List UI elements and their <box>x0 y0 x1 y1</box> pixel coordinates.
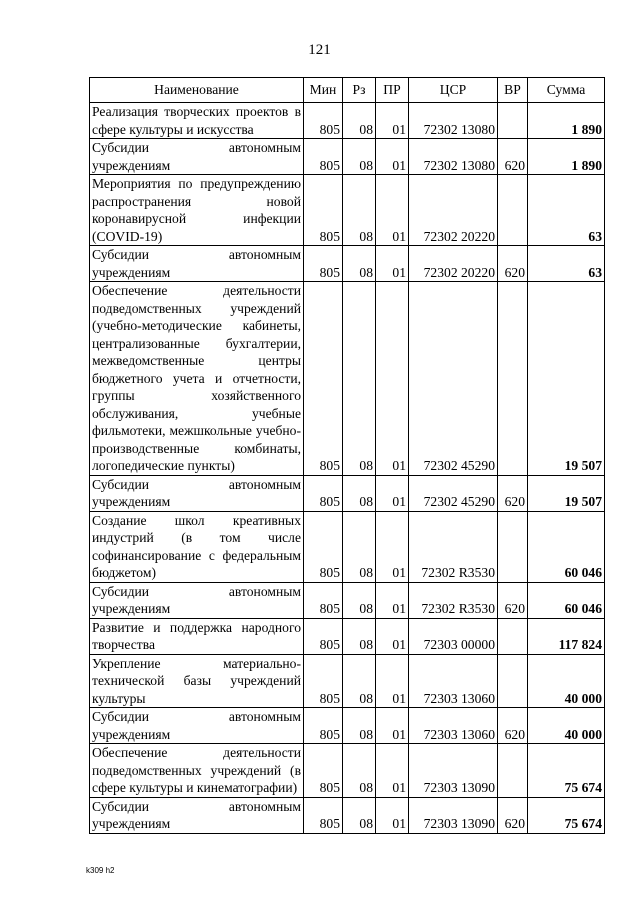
row-min: 805 <box>304 475 343 511</box>
row-vr <box>498 654 528 708</box>
header-min: Мин <box>304 78 343 103</box>
row-min: 805 <box>304 797 343 833</box>
row-vr <box>498 175 528 246</box>
row-min: 805 <box>304 246 343 282</box>
row-csr: 72302 45290 <box>409 282 498 476</box>
table-row <box>90 708 605 744</box>
header-sum: Сумма <box>528 78 605 103</box>
table-row <box>90 246 605 282</box>
row-sum: 63 <box>528 246 605 282</box>
row-pr: 01 <box>376 797 409 833</box>
row-vr: 620 <box>498 708 528 744</box>
row-sum: 60 046 <box>528 582 605 618</box>
row-pr: 01 <box>376 246 409 282</box>
header-name: Наименование <box>90 78 304 103</box>
table-row <box>90 797 605 833</box>
table-row <box>90 175 605 246</box>
row-rz: 08 <box>343 511 376 582</box>
row-sum: 40 000 <box>528 708 605 744</box>
row-csr: 72303 13060 <box>409 708 498 744</box>
row-rz: 08 <box>343 139 376 175</box>
row-min: 805 <box>304 654 343 708</box>
row-name: Субсидии автономным учреждениям <box>90 246 304 282</box>
row-name: Развитие и поддержка народного творчества <box>90 618 304 654</box>
header-rz: Рз <box>343 78 376 103</box>
header-pr: ПР <box>376 78 409 103</box>
row-name: Мероприятия по предупреждению распространения новой коронавирусной инфекции (COVID-19) <box>90 175 304 246</box>
table-row <box>90 282 605 476</box>
row-sum: 1 890 <box>528 139 605 175</box>
row-pr: 01 <box>376 511 409 582</box>
header-csr: ЦСР <box>409 78 498 103</box>
header-vr: ВР <box>498 78 528 103</box>
row-rz: 08 <box>343 708 376 744</box>
row-sum: 75 674 <box>528 797 605 833</box>
row-pr: 01 <box>376 139 409 175</box>
row-min: 805 <box>304 582 343 618</box>
row-pr: 01 <box>376 654 409 708</box>
row-sum: 75 674 <box>528 744 605 798</box>
row-vr: 620 <box>498 475 528 511</box>
row-rz: 08 <box>343 618 376 654</box>
row-pr: 01 <box>376 103 409 139</box>
row-rz: 08 <box>343 654 376 708</box>
row-name: Субсидии автономным учреждениям <box>90 797 304 833</box>
row-csr: 72302 20220 <box>409 246 498 282</box>
row-vr: 620 <box>498 797 528 833</box>
row-rz: 08 <box>343 175 376 246</box>
row-vr <box>498 618 528 654</box>
row-rz: 08 <box>343 582 376 618</box>
row-vr <box>498 282 528 476</box>
table-row <box>90 744 605 798</box>
row-csr: 72303 13090 <box>409 744 498 798</box>
row-min: 805 <box>304 708 343 744</box>
row-vr <box>498 103 528 139</box>
row-csr: 72302 R3530 <box>409 511 498 582</box>
row-vr <box>498 511 528 582</box>
row-min: 805 <box>304 618 343 654</box>
row-csr: 72302 45290 <box>409 475 498 511</box>
row-min: 805 <box>304 282 343 476</box>
row-sum: 63 <box>528 175 605 246</box>
row-min: 805 <box>304 175 343 246</box>
row-sum: 117 824 <box>528 618 605 654</box>
row-csr: 72303 13090 <box>409 797 498 833</box>
row-name: Субсидии автономным учреждениям <box>90 582 304 618</box>
row-pr: 01 <box>376 618 409 654</box>
row-sum: 40 000 <box>528 654 605 708</box>
row-sum: 1 890 <box>528 103 605 139</box>
row-vr: 620 <box>498 246 528 282</box>
row-name: Создание школ креативных индустрий (в том числе софинансирование с федеральным бюджетом) <box>90 511 304 582</box>
row-vr: 620 <box>498 139 528 175</box>
row-pr: 01 <box>376 282 409 476</box>
table-header-row <box>90 78 605 103</box>
row-name: Субсидии автономным учреждениям <box>90 139 304 175</box>
footer-code: k309 h2 <box>86 866 115 875</box>
row-rz: 08 <box>343 744 376 798</box>
table-row <box>90 582 605 618</box>
row-vr: 620 <box>498 582 528 618</box>
row-sum: 60 046 <box>528 511 605 582</box>
row-pr: 01 <box>376 582 409 618</box>
row-name: Обеспечение деятельности подведомственных учреждений (учебно-методические кабинеты, централизованные бухгалтерии, межведомственные центры бюджетного учета и отчетности, группы хозяйственного обслуживания, учебные фильмотеки, межшкольные учебно-производственные комбинаты, логопедические пункты) <box>90 282 304 476</box>
table-row <box>90 654 605 708</box>
row-csr: 72302 20220 <box>409 175 498 246</box>
row-name: Субсидии автономным учреждениям <box>90 708 304 744</box>
row-pr: 01 <box>376 744 409 798</box>
row-rz: 08 <box>343 797 376 833</box>
table-row <box>90 618 605 654</box>
row-rz: 08 <box>343 103 376 139</box>
row-csr: 72302 13080 <box>409 139 498 175</box>
row-csr: 72302 R3530 <box>409 582 498 618</box>
table-row <box>90 139 605 175</box>
row-pr: 01 <box>376 175 409 246</box>
row-rz: 08 <box>343 282 376 476</box>
row-rz: 08 <box>343 475 376 511</box>
row-pr: 01 <box>376 475 409 511</box>
row-name: Обеспечение деятельности подведомственных учреждений (в сфере культуры и кинематографии) <box>90 744 304 798</box>
row-min: 805 <box>304 103 343 139</box>
row-csr: 72302 13080 <box>409 103 498 139</box>
row-sum: 19 507 <box>528 282 605 476</box>
row-csr: 72303 13060 <box>409 654 498 708</box>
row-sum: 19 507 <box>528 475 605 511</box>
table-row <box>90 103 605 139</box>
row-rz: 08 <box>343 246 376 282</box>
row-min: 805 <box>304 744 343 798</box>
row-min: 805 <box>304 511 343 582</box>
row-pr: 01 <box>376 708 409 744</box>
row-min: 805 <box>304 139 343 175</box>
row-vr <box>498 744 528 798</box>
budget-table <box>89 77 605 834</box>
table-row <box>90 475 605 511</box>
row-name: Субсидии автономным учреждениям <box>90 475 304 511</box>
row-name: Реализация творческих проектов в сфере культуры и искусства <box>90 103 304 139</box>
row-name: Укрепление материально-технической базы учреждений культуры <box>90 654 304 708</box>
row-csr: 72303 00000 <box>409 618 498 654</box>
page-number: 121 <box>308 42 331 58</box>
table-row <box>90 511 605 582</box>
